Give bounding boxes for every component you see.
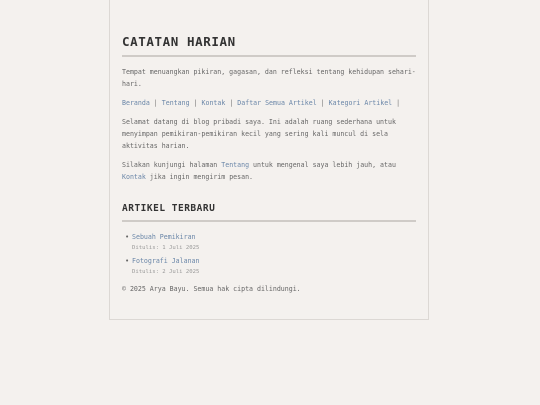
visit-text-middle: untuk mengenal saya lebih jauh, atau: [249, 161, 396, 169]
bullet-icon: •: [125, 257, 130, 265]
nav-separator: |: [229, 99, 234, 107]
visit-paragraph: [122, 159, 416, 183]
site-title: CATATAN HARIAN: [122, 34, 236, 49]
nav-link-beranda[interactable]: Beranda: [122, 99, 150, 107]
bullet-icon: •: [125, 233, 130, 241]
intro-paragraph: Selamat datang di blog pribadi saya. Ini adalah ruang sederhana untuk menyimpan pemikiran-pemikiran kecil yang sering kali muncul di sela aktivitas harian.: [122, 118, 396, 150]
article-date: Ditulis: 2 Juli 2025: [132, 269, 200, 275]
list-item: [125, 231, 416, 253]
nav-link-kontak[interactable]: Kontak: [201, 99, 226, 107]
nav-link-daftar-artikel[interactable]: Daftar Semua Artikel: [237, 99, 317, 107]
nav-link-tentang[interactable]: Tentang: [161, 99, 190, 107]
list-item: [125, 255, 416, 277]
recent-articles-list: [122, 231, 416, 277]
nav-separator: |: [153, 99, 158, 107]
inline-link-kontak[interactable]: Kontak: [122, 173, 146, 181]
recent-articles-heading: ARTIKEL TERBARU: [122, 203, 216, 214]
article-date: Ditulis: 1 Juli 2025: [132, 245, 200, 251]
visit-text-after: jika ingin mengirim pesan.: [145, 173, 254, 181]
page-container: [109, 0, 429, 320]
footer-copyright: © 2025 Arya Bayu. Semua hak cipta dilindungi.: [122, 285, 301, 293]
article-link[interactable]: Fotografi Jalanan: [132, 257, 200, 265]
nav-link-kategori-artikel[interactable]: Kategori Artikel: [328, 99, 393, 107]
inline-link-tentang[interactable]: Tentang: [221, 161, 250, 169]
main-nav: [122, 97, 416, 109]
section-divider: [122, 220, 416, 222]
site-tagline: Tempat menuangkan pikiran, gagasan, dan refleksi tentang kehidupan sehari-hari.: [122, 68, 416, 88]
nav-separator: |: [320, 99, 325, 107]
nav-separator: |: [193, 99, 198, 107]
visit-text-before: Silakan kunjungi halaman: [122, 161, 222, 169]
title-divider: [122, 55, 416, 57]
article-link[interactable]: Sebuah Pemikiran: [132, 233, 196, 241]
nav-separator: |: [396, 99, 401, 107]
